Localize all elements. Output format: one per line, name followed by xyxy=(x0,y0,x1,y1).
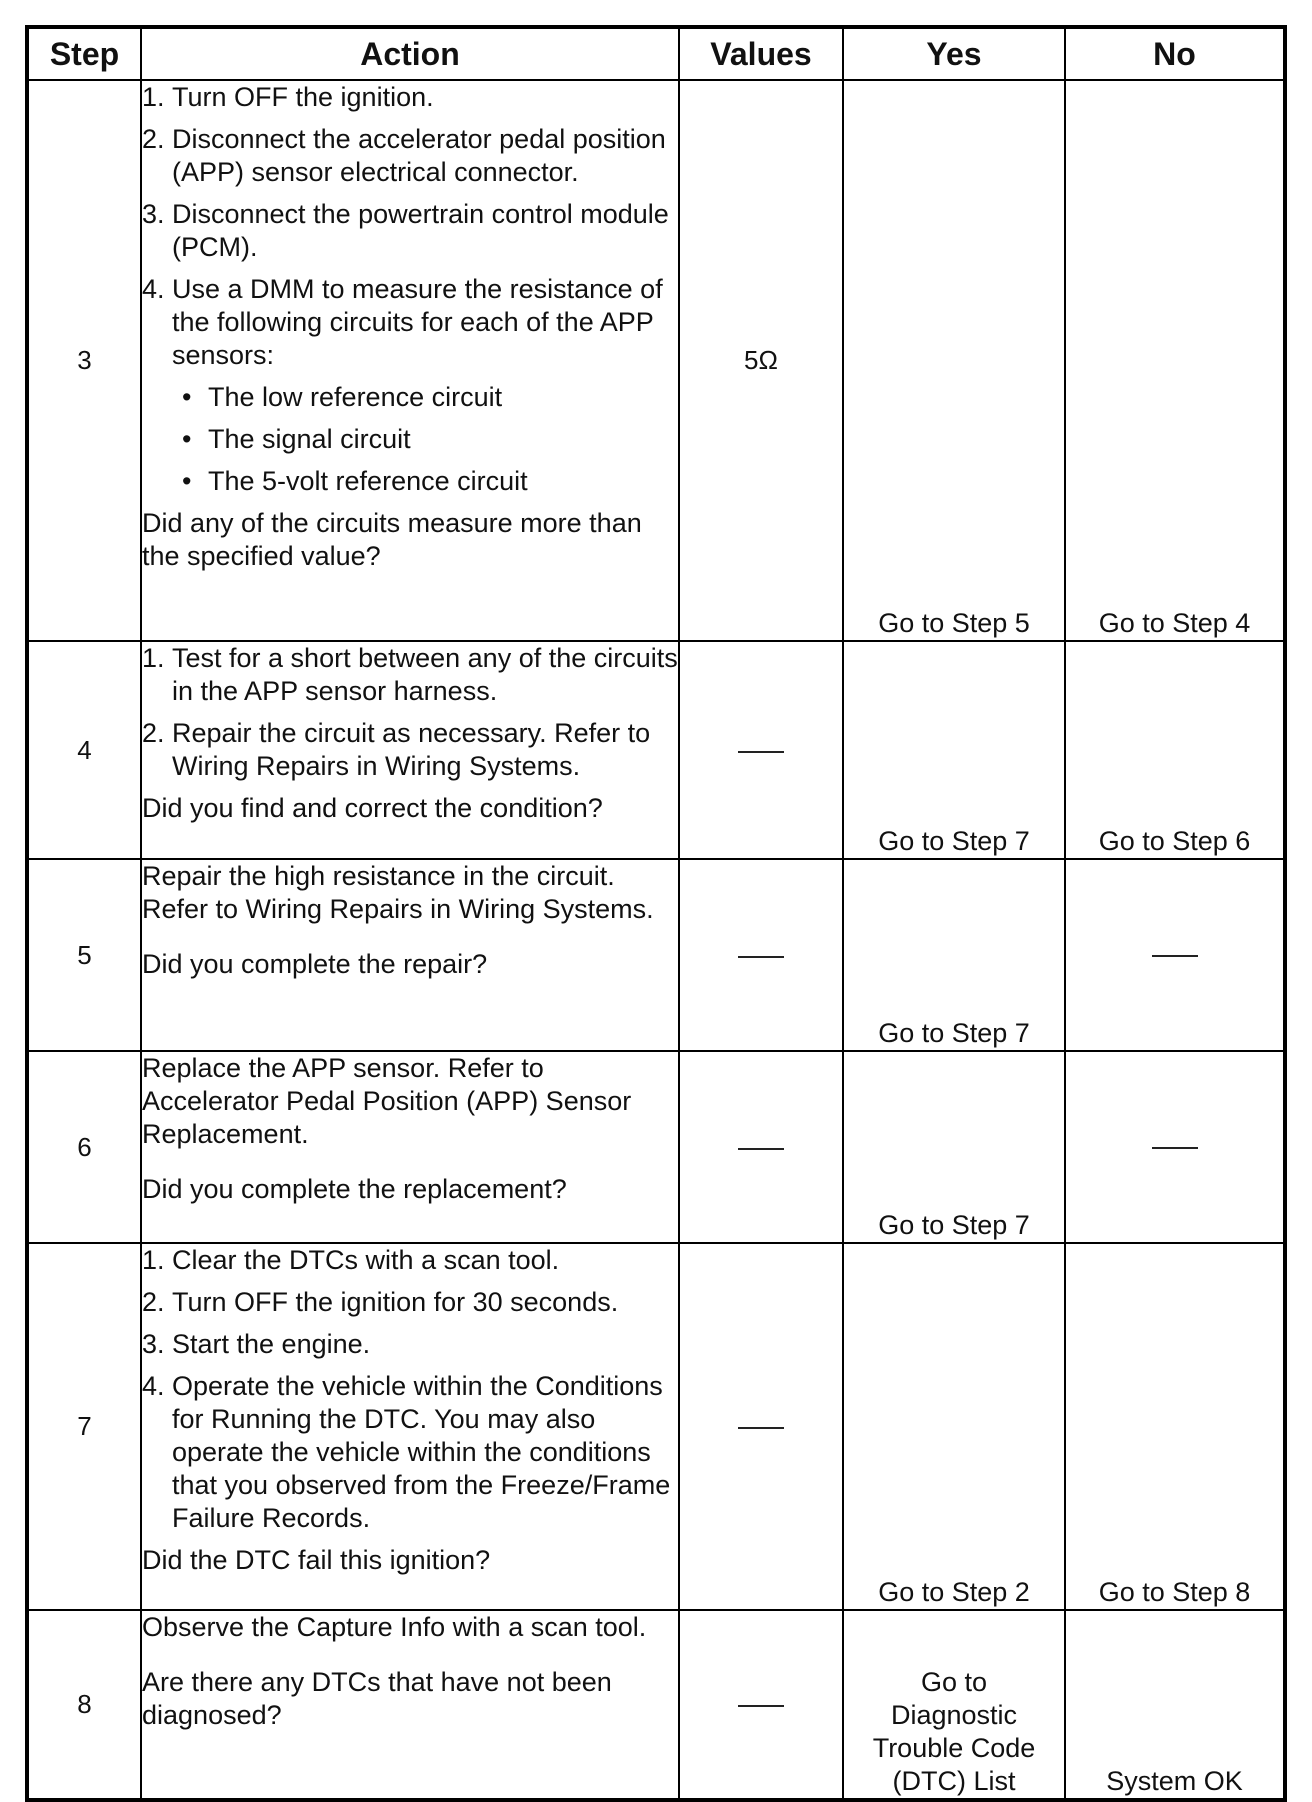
table-row xyxy=(27,641,1285,859)
header-step: Step xyxy=(27,27,141,80)
empty-dash xyxy=(738,751,784,753)
question-text: Did you find and correct the condition? xyxy=(142,793,603,823)
bullet-icon: • xyxy=(182,424,192,454)
header-action: Action xyxy=(141,27,679,80)
action-cell xyxy=(141,859,679,1051)
value-cell xyxy=(679,1243,843,1610)
item-number: 1. xyxy=(142,643,165,673)
bullet-list xyxy=(142,381,678,498)
header-no: No xyxy=(1065,27,1285,80)
question-text: Did any of the circuits measure more than the specified value? xyxy=(142,508,642,571)
empty-dash xyxy=(1152,1147,1198,1149)
step-number: 6 xyxy=(27,1051,141,1243)
item-number: 4. xyxy=(142,274,165,304)
header-values: Values xyxy=(679,27,843,80)
item-text: Clear the DTCs with a scan tool. xyxy=(172,1245,560,1275)
item-text: Repair the circuit as necessary. Refer to Wiring Repairs in Wiring Systems. xyxy=(172,718,651,781)
bullet-text: The signal circuit xyxy=(208,424,411,454)
bullet-text: The low reference circuit xyxy=(208,382,503,412)
step-number: 5 xyxy=(27,859,141,1051)
value-cell xyxy=(679,1051,843,1243)
bullet-text: The 5-volt reference circuit xyxy=(208,466,528,496)
bullet-item xyxy=(142,381,678,414)
yes-cell: Go to Step 5 xyxy=(843,80,1065,641)
item-number: 4. xyxy=(142,1371,165,1401)
empty-dash xyxy=(738,1427,784,1429)
value-cell xyxy=(679,859,843,1051)
question-text: Did you complete the replacement? xyxy=(142,1174,567,1204)
action-cell xyxy=(141,1243,679,1610)
value-cell xyxy=(679,641,843,859)
no-cell: Go to Step 4 xyxy=(1065,80,1285,641)
action-cell xyxy=(141,1051,679,1243)
action-cell xyxy=(141,641,679,859)
bullet-item xyxy=(142,423,678,456)
yes-cell: Go to Step 7 xyxy=(843,641,1065,859)
empty-dash xyxy=(738,1705,784,1707)
item-number: 2. xyxy=(142,1287,165,1317)
action-cell xyxy=(141,80,679,641)
item-text: Disconnect the powertrain control module (PCM). xyxy=(172,199,669,262)
item-number: 3. xyxy=(142,199,165,229)
value-cell: 5Ω xyxy=(679,80,843,641)
bullet-icon: • xyxy=(182,382,192,412)
no-cell: Go to Step 6 xyxy=(1065,641,1285,859)
instruction-text: Replace the APP sensor. Refer to Accelerator Pedal Position (APP) Sensor Replacement. xyxy=(142,1053,632,1149)
list-item xyxy=(142,1370,678,1535)
diagnostic-table xyxy=(25,25,1287,1802)
step-number: 7 xyxy=(27,1243,141,1610)
empty-dash xyxy=(738,956,784,958)
instruction-list xyxy=(142,642,678,783)
table-row xyxy=(27,1243,1285,1610)
item-number: 2. xyxy=(142,124,165,154)
list-item xyxy=(142,717,678,783)
empty-dash xyxy=(738,1148,784,1150)
item-number: 1. xyxy=(142,82,165,112)
step-number: 3 xyxy=(27,80,141,641)
question-text: Did the DTC fail this ignition? xyxy=(142,1545,491,1575)
list-item xyxy=(142,81,678,114)
step-number: 8 xyxy=(27,1610,141,1800)
header-row xyxy=(27,27,1285,80)
list-item xyxy=(142,1286,678,1319)
list-item xyxy=(142,1328,678,1361)
item-number: 2. xyxy=(142,718,165,748)
list-item xyxy=(142,642,678,708)
yes-cell: Go to Step 7 xyxy=(843,1051,1065,1243)
question-text: Did you complete the repair? xyxy=(142,949,488,979)
table-row xyxy=(27,80,1285,641)
instruction-list xyxy=(142,81,678,372)
item-text: Start the engine. xyxy=(172,1329,371,1359)
bullet-icon: • xyxy=(182,466,192,496)
instruction-list xyxy=(142,1244,678,1535)
list-item xyxy=(142,1244,678,1277)
action-cell xyxy=(141,1610,679,1800)
yes-cell: Go to Step 7 xyxy=(843,859,1065,1051)
no-cell: Go to Step 8 xyxy=(1065,1243,1285,1610)
yes-cell: Go to Diagnostic Trouble Code (DTC) List xyxy=(843,1610,1065,1800)
header-yes: Yes xyxy=(843,27,1065,80)
instruction-text: Observe the Capture Info with a scan tool. xyxy=(142,1612,647,1642)
empty-dash xyxy=(1152,955,1198,957)
item-text: Test for a short between any of the circuits in the APP sensor harness. xyxy=(172,643,678,706)
table-row xyxy=(27,1051,1285,1243)
list-item xyxy=(142,273,678,372)
table-row xyxy=(27,859,1285,1051)
list-item xyxy=(142,123,678,189)
value-cell xyxy=(679,1610,843,1800)
question-text: Are there any DTCs that have not been diagnosed? xyxy=(142,1667,612,1730)
item-number: 1. xyxy=(142,1245,165,1275)
step-number: 4 xyxy=(27,641,141,859)
item-number: 3. xyxy=(142,1329,165,1359)
item-text: Use a DMM to measure the resistance of the following circuits for each of the APP sensors: xyxy=(172,274,663,370)
bullet-item xyxy=(142,465,678,498)
yes-cell: Go to Step 2 xyxy=(843,1243,1065,1610)
no-cell xyxy=(1065,1051,1285,1243)
instruction-text: Repair the high resistance in the circuit. Refer to Wiring Repairs in Wiring Systems. xyxy=(142,861,654,924)
list-item xyxy=(142,198,678,264)
item-text: Disconnect the accelerator pedal position (APP) sensor electrical connector. xyxy=(172,124,666,187)
no-cell xyxy=(1065,859,1285,1051)
no-cell: System OK xyxy=(1065,1610,1285,1800)
item-text: Operate the vehicle within the Conditions for Running the DTC. You may also operate the vehicle within the conditions that you observed from the Freeze/Frame Failure Records. xyxy=(172,1371,671,1533)
item-text: Turn OFF the ignition for 30 seconds. xyxy=(172,1287,619,1317)
table-row xyxy=(27,1610,1285,1800)
item-text: Turn OFF the ignition. xyxy=(172,82,434,112)
